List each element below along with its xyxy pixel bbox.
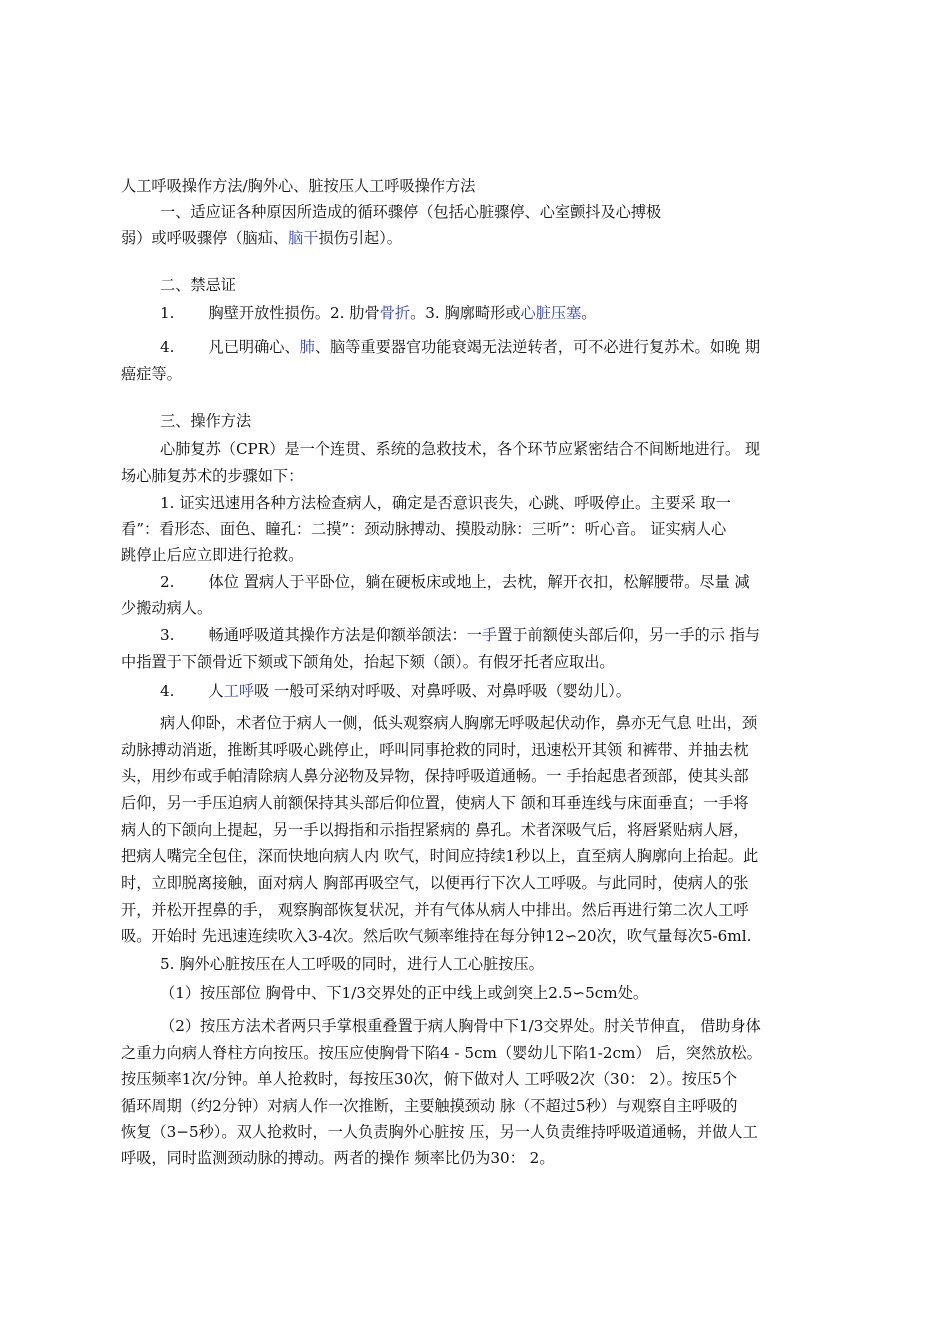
s3-press-method-line: 按压频率1次/分钟。单人抢救时，每按压30次，俯下做对人 工呼吸2次（30： 2）。按压5个 xyxy=(121,1070,738,1088)
s1-text-a: 弱）或呼吸骤停（脑疝、 xyxy=(121,229,289,247)
s3-press-method-line: 之重力向病人脊柱方向按压。按压应使胸骨下陷4 - 5cm（婴幼儿下陷1-2cm） 后，突然放松。 xyxy=(121,1044,762,1062)
s3-press-location: （1）按压部位 胸骨中、下1/3交界处的正中线上或剑突上2.5∽5cm处。 xyxy=(160,984,649,1002)
link-fracture[interactable]: 骨折 xyxy=(379,304,411,322)
s2-item-1-c: 。 xyxy=(581,304,597,322)
s3-step-3-a: 畅通呼吸道其操作方法是仰额举颌法：一 xyxy=(208,626,482,644)
s3-step-4-num: 4. xyxy=(160,682,175,700)
s3-press-method-line: 循环周期（约2分钟）对病人作一次推断，主要触摸颈动 脉（不超过5秒）与观察自主呼吸的 xyxy=(121,1097,738,1115)
s3-step-4-b: 吸 一般可采纳对呼吸、对鼻呼吸、对鼻呼吸（婴幼儿）。 xyxy=(254,682,631,700)
s2-item-4-line-2: 癌症等。 xyxy=(121,365,182,383)
s2-item-1 xyxy=(160,303,596,323)
s2-item-4 xyxy=(160,337,760,357)
s3-para-line: 后仰，另一手压迫病人前额保持其头部后仰位置，使病人下 颌和耳垂连线与床面垂直；一手将 xyxy=(121,794,749,812)
s3-para-line: 把病人嘴完全包住，深而快地向病人内 吹气，时间应持续1秒以上，直至病人胸廓向上抬起。此 xyxy=(121,847,759,865)
s3-para-line: 病人的下颌向上提起，另一手以拇指和示指捏紧病的 鼻孔。术者深吸气后，将唇紧贴病人唇， xyxy=(121,821,749,839)
s2-item-4-num: 4. xyxy=(160,338,175,356)
s3-intro-1: 心肺复苏（CPR）是一个连贯、系统的急救技术，各个环节应紧密结合不间断地进行。 现 xyxy=(160,440,761,458)
s3-step-2-text: 体位 置病人于平卧位，躺在硬板床或地上，去枕，解开衣扣，松解腰带。尽量 减 xyxy=(208,573,750,591)
s3-step-3-num: 3. xyxy=(160,626,175,644)
s3-step-1-line-1: 1. 证实迅速用各种方法检查病人，确定是否意识丧失，心跳、呼吸停止。主要采 取一 xyxy=(160,494,731,512)
s3-para-line: 动脉搏动消逝，推断其呼吸心跳停止，呼叫同事抢救的同时，迅速松开其领 和裤带、并抽去枕 xyxy=(121,741,749,759)
s3-step-2-num: 2. xyxy=(160,573,175,591)
s3-step-1-line-2: 看”：看形态、面色、瞳孔：二摸”：颈动脉搏动、摸股动脉：三听”：听心音。 证实病人心 xyxy=(121,520,727,538)
s2-item-4-a: 凡已明确心、 xyxy=(208,338,300,356)
s3-para-line: 吸。开始时 先迅速连续吹入3-4次。然后吹气频率维持在每分钟12∽20次，吹气量每次5-6ml. xyxy=(121,927,752,945)
s2-item-1-a: 胸壁开放性损伤。2. 肋骨 xyxy=(208,304,380,322)
s3-press-method-line: 呼吸，同时监测颈动脉的搏动。两者的操作 频率比仍为30： 2。 xyxy=(121,1149,555,1167)
s3-step-5: 5. 胸外心脏按压在人工呼吸的同时，进行人工心脏按压。 xyxy=(160,955,544,973)
s1-line-2 xyxy=(121,228,402,248)
s3-para-line: 头，用纱布或手帕清除病人鼻分泌物及异物，保持呼吸道通畅。一 手抬起患者颈部，使其头部 xyxy=(121,767,749,785)
link-artificial-respiration[interactable]: 工呼 xyxy=(223,682,255,700)
s3-step-2-line-1 xyxy=(160,572,750,592)
s3-step-3-line-2: 中指置于下颌骨近下颏或下颌角处，抬起下颏（颌）。有假牙托者应取出。 xyxy=(121,653,615,671)
link-cardiac-tamponade[interactable]: 心脏压塞 xyxy=(520,304,582,322)
s3-step-4 xyxy=(160,681,631,701)
s3-press-method-line: （2）按压方法术者两只手掌根重叠置于病人胸骨中下1/3交界处。肘关节伸直， 借助身体 xyxy=(160,1017,761,1035)
s3-step-4-a: 人 xyxy=(208,682,224,700)
s3-press-method-line: 恢复（3−5秒）。双人抢救时，一人负责胸外心脏按 压，另一人负责维持呼吸道通畅，并做人工 xyxy=(121,1123,758,1141)
link-hand[interactable]: 手 xyxy=(481,626,498,644)
s3-step-3-line-1 xyxy=(160,625,760,645)
s3-heading: 三、操作方法 xyxy=(160,412,252,430)
doc-title: 人工呼吸操作方法/胸外心、脏按压人工呼吸操作方法 xyxy=(121,177,476,195)
s3-para-line: 病人仰卧，术者位于病人一侧，低头观察病人胸廓无呼吸起伏动作，鼻亦无气息 吐出，颈 xyxy=(160,714,758,732)
s2-item-1-b: 。3. 胸廓畸形或 xyxy=(410,304,521,322)
s3-step-3-b: 置于前额使头部后仰，另一手的示 指与 xyxy=(497,626,761,644)
s1-line-1: 一、适应证各种原因所造成的循环骤停（包括心脏骤停、心室颤抖及心搏极 xyxy=(160,203,662,221)
s3-step-2-line-2: 少搬动病人。 xyxy=(121,599,213,617)
s2-heading: 二、禁忌证 xyxy=(160,276,236,294)
s3-para-line: 开，并松开捏鼻的手， 观察胸部恢复状况，并有气体从病人中排出。然后再进行第二次人工呼 xyxy=(121,901,749,919)
s3-intro-2: 场心肺复苏术的步骤如下： xyxy=(121,467,304,485)
s2-item-1-num: 1. xyxy=(160,304,175,322)
s3-para-line: 时，立即脱离接触，面对病人 胸部再吸空气，以便再行下次人工呼吸。与此同时，使病人的张 xyxy=(121,874,749,892)
link-brainstem[interactable]: 脑干 xyxy=(288,229,319,247)
link-lung[interactable]: 肺 xyxy=(299,338,315,356)
s3-step-1-line-3: 跳停止后应立即进行抢救。 xyxy=(121,546,304,564)
s2-item-4-b: 、脑等重要器官功能衰竭无法逆转者，可不必进行复苏术。如晚 期 xyxy=(314,338,761,356)
s1-text-b: 损伤引起）。 xyxy=(318,229,402,247)
